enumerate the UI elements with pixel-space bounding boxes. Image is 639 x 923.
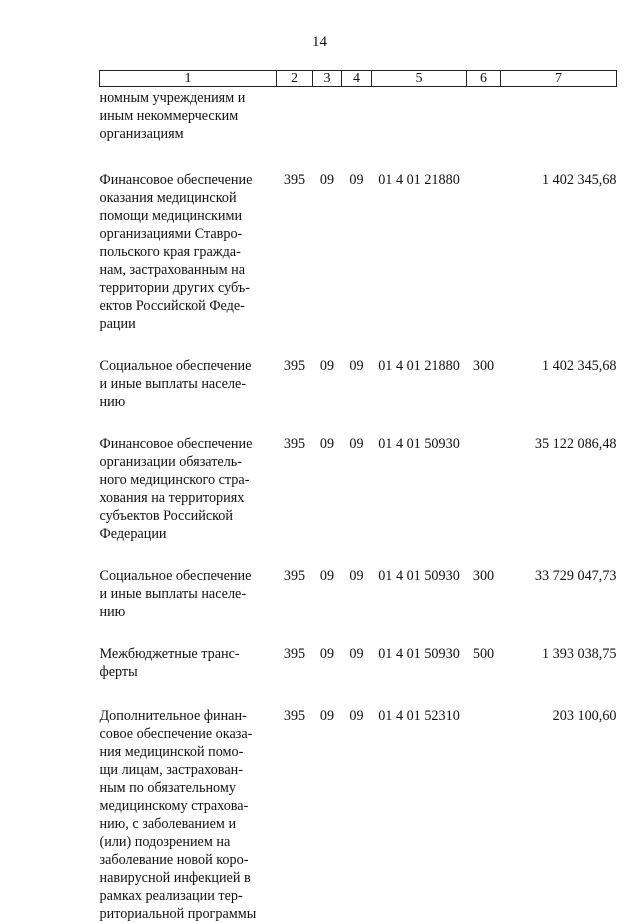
table-row xyxy=(100,645,617,707)
grbs-code-cell: 395 xyxy=(277,645,313,707)
table-row xyxy=(100,357,617,435)
row-name-line: нию xyxy=(100,603,271,621)
column-header-3: 3 xyxy=(313,71,342,87)
row-name-line: Финансовое обеспечение xyxy=(100,435,271,453)
row-name-line: номным учреждениям и xyxy=(100,89,271,107)
page-number: 14 xyxy=(0,34,639,51)
column-header-1: 1 xyxy=(100,71,277,87)
table-row xyxy=(100,707,617,923)
row-name-line: ным по обязательному xyxy=(100,779,271,797)
row-name-cell xyxy=(100,707,277,923)
row-name-line: ного медицинского стра- xyxy=(100,471,271,489)
subsection-code-cell xyxy=(342,87,372,172)
grbs-code-cell xyxy=(277,87,313,172)
amount-cell: 33 729 047,73 xyxy=(501,567,617,645)
row-name-line: медицинскому страхова- xyxy=(100,797,271,815)
row-name-line: рамках реализации тер- xyxy=(100,887,271,905)
subsection-code-cell: 09 xyxy=(342,171,372,357)
target-article-cell: 01 4 01 21880 xyxy=(372,357,467,435)
column-header-7: 7 xyxy=(501,71,617,87)
target-article-cell: 01 4 01 50930 xyxy=(372,645,467,707)
row-name-line: оказания медицинской xyxy=(100,189,271,207)
budget-table xyxy=(99,70,617,923)
row-name-line: навирусной инфекцией в xyxy=(100,869,271,887)
row-name-line: иным некоммерческим xyxy=(100,107,271,125)
row-name-line: риториальной программы xyxy=(100,905,271,923)
table-body xyxy=(100,87,617,923)
row-name-line: Дополнительное финан- xyxy=(100,707,271,725)
expense-type-cell xyxy=(467,87,501,172)
section-code-cell: 09 xyxy=(313,357,342,435)
section-code-cell: 09 xyxy=(313,707,342,923)
row-name-line: нам, застрахованным на xyxy=(100,261,271,279)
row-name-line: и иные выплаты населе- xyxy=(100,585,271,603)
row-name-line: Социальное обеспечение xyxy=(100,357,271,375)
row-name-line: ектов Российской Феде- xyxy=(100,297,271,315)
row-name-line: нию xyxy=(100,393,271,411)
grbs-code-cell: 395 xyxy=(277,357,313,435)
target-article-cell: 01 4 01 52310 xyxy=(372,707,467,923)
subsection-code-cell: 09 xyxy=(342,645,372,707)
column-header-5: 5 xyxy=(372,71,467,87)
row-name-line: рации xyxy=(100,315,271,333)
subsection-code-cell: 09 xyxy=(342,567,372,645)
column-header-2: 2 xyxy=(277,71,313,87)
amount-cell: 203 100,60 xyxy=(501,707,617,923)
row-name-cell xyxy=(100,357,277,435)
target-article-cell: 01 4 01 50930 xyxy=(372,435,467,567)
expense-type-cell xyxy=(467,707,501,923)
row-name-cell xyxy=(100,435,277,567)
table-row xyxy=(100,435,617,567)
column-number-header-row xyxy=(100,71,617,87)
row-name-line: и иные выплаты населе- xyxy=(100,375,271,393)
section-code-cell xyxy=(313,87,342,172)
row-name-line: Социальное обеспечение xyxy=(100,567,271,585)
expense-type-cell xyxy=(467,435,501,567)
subsection-code-cell: 09 xyxy=(342,707,372,923)
amount-cell: 1 393 038,75 xyxy=(501,645,617,707)
row-name-line: нию, с заболеванием и xyxy=(100,815,271,833)
row-name-line: ния медицинской помо- xyxy=(100,743,271,761)
grbs-code-cell: 395 xyxy=(277,435,313,567)
subsection-code-cell: 09 xyxy=(342,357,372,435)
target-article-cell xyxy=(372,87,467,172)
amount-cell: 1 402 345,68 xyxy=(501,357,617,435)
table-row xyxy=(100,171,617,357)
row-name-line: Межбюджетные транс- xyxy=(100,645,271,663)
section-code-cell: 09 xyxy=(313,435,342,567)
row-name-line: Финансовое обеспечение xyxy=(100,171,271,189)
subsection-code-cell: 09 xyxy=(342,435,372,567)
column-header-6: 6 xyxy=(467,71,501,87)
row-name-cell xyxy=(100,645,277,707)
table-row xyxy=(100,87,617,172)
row-name-line: щи лицам, застрахован- xyxy=(100,761,271,779)
row-name-line: организации обязатель- xyxy=(100,453,271,471)
column-header-4: 4 xyxy=(342,71,372,87)
row-name-line: организациями Ставро- xyxy=(100,225,271,243)
row-name-line: помощи медицинскими xyxy=(100,207,271,225)
row-name-cell xyxy=(100,171,277,357)
grbs-code-cell: 395 xyxy=(277,567,313,645)
row-name-line: совое обеспечение оказа- xyxy=(100,725,271,743)
row-name-line: Федерации xyxy=(100,525,271,543)
row-name-line: субъектов Российской xyxy=(100,507,271,525)
row-name-line: польского края гражда- xyxy=(100,243,271,261)
row-name-cell xyxy=(100,567,277,645)
row-name-cell xyxy=(100,87,277,172)
amount-cell xyxy=(501,87,617,172)
target-article-cell: 01 4 01 50930 xyxy=(372,567,467,645)
row-name-line: ферты xyxy=(100,663,271,681)
amount-cell: 35 122 086,48 xyxy=(501,435,617,567)
row-name-line: организациям xyxy=(100,125,271,143)
row-name-line: (или) подозрением на xyxy=(100,833,271,851)
grbs-code-cell: 395 xyxy=(277,171,313,357)
amount-cell: 1 402 345,68 xyxy=(501,171,617,357)
expense-type-cell: 500 xyxy=(467,645,501,707)
target-article-cell: 01 4 01 21880 xyxy=(372,171,467,357)
row-name-line: заболевание новой коро- xyxy=(100,851,271,869)
row-name-line: территории других субъ- xyxy=(100,279,271,297)
grbs-code-cell: 395 xyxy=(277,707,313,923)
table-row xyxy=(100,567,617,645)
expense-type-cell: 300 xyxy=(467,357,501,435)
row-name-line: хования на территориях xyxy=(100,489,271,507)
section-code-cell: 09 xyxy=(313,171,342,357)
expense-type-cell: 300 xyxy=(467,567,501,645)
expense-type-cell xyxy=(467,171,501,357)
section-code-cell: 09 xyxy=(313,645,342,707)
section-code-cell: 09 xyxy=(313,567,342,645)
